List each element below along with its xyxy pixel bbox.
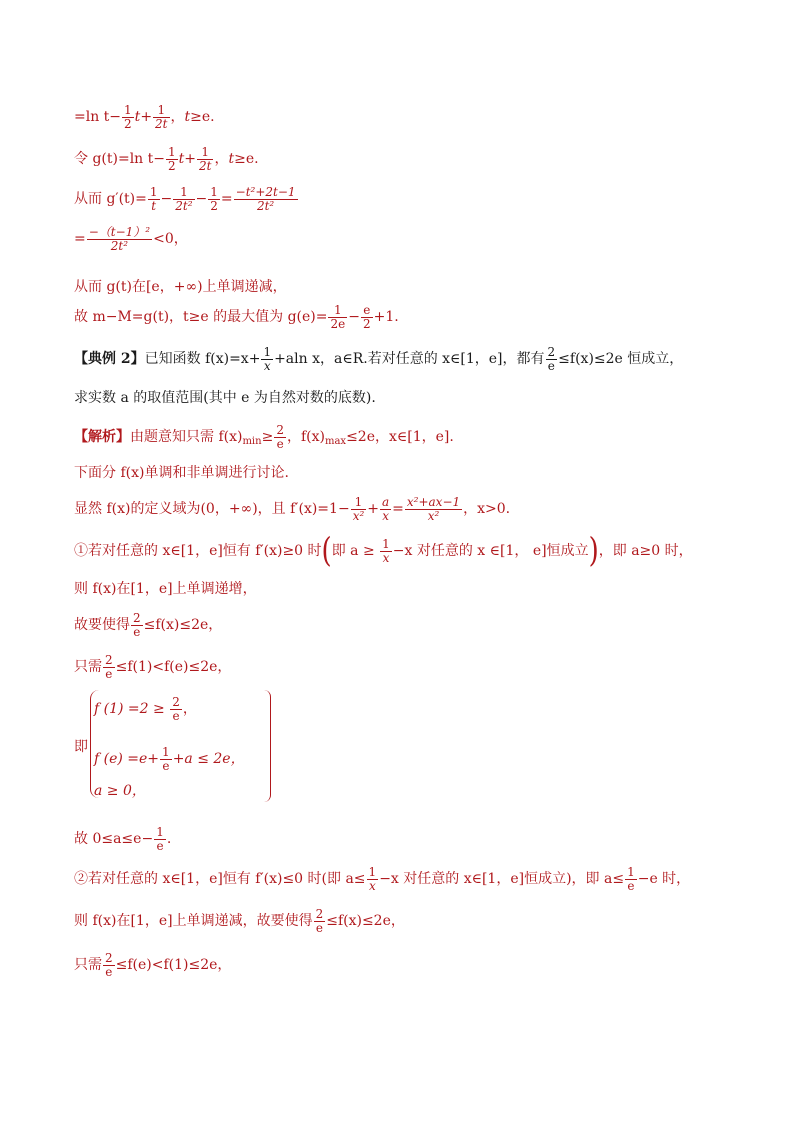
example-2-line-2: 求实数 a 的取值范围(其中 e 为自然对数的底数).	[74, 390, 376, 406]
case-2-decreasing: 则 f(x)在[1，e]上单调递减，故要使得 $\frac{2}{e}$ ≤f(x)≤2e，	[74, 907, 405, 935]
line-1: =ln t− $\frac{1}{2}$ t+ $\frac{1}{2t}$ ，t≥e.	[74, 103, 215, 131]
discuss-line: 下面分 f(x)单调和非单调进行讨论.	[74, 465, 289, 481]
line-3: 从而 g′(t)= $\frac{1}{t}$ − $\frac{1}{\text{2t²}}$ − $\frac{1}{2}$ = $\frac{\text{−t²+2t−1}}{\text{2t²}}$	[74, 185, 296, 213]
case-1-line: ①若对任意的 x∈[1，e]恒有 f′(x)≥0 时(即 a ≥ $\frac{1}{x}$ −x 对任意的 x ∈[1， e]恒成立)，即 a≥0 时，	[74, 531, 693, 571]
line-4: = $\frac{\text{−（t−1）²}}{\text{2t²}}$ <0，	[74, 225, 188, 253]
system-row-2: f (e) =e+ $\frac{1}{e}$ +a ≤ 2e，	[94, 745, 245, 773]
case-1-only-need: 只需 $\frac{2}{e}$ ≤f(1)<f(e)≤2e，	[74, 653, 232, 681]
case-1-increasing: 则 f(x)在[1，e]上单调递增，	[74, 581, 257, 597]
example-2-line-1: 【典例 2】已知函数 f(x)=x+ $\frac{1}{x}$ +aln x，a∈R.若对任意的 x∈[1，e]，都有 $\frac{2}{e}$ ≤f(x)≤2e 恒成立，	[74, 345, 684, 373]
domain-line: 显然 f(x)的定义域为(0，+∞)，且 f′(x)=1− $\frac{1}{\text{x²}}$ + $\frac{a}{x}$ = $\frac{\text{x²+ax−1}}{\text{x²}}$ ，x>0.	[74, 495, 511, 523]
case-2-only-need: 只需 $\frac{2}{e}$ ≤f(e)<f(1)≤2e，	[74, 951, 232, 979]
system-row-1: f (1) =2 ≥ $\frac{2}{e}$ ，	[94, 695, 197, 723]
case-2-line: ②若对任意的 x∈[1，e]恒有 f′(x)≤0 时(即 a≤ $\frac{1}{x}$ −x 对任意的 x∈[1，e]恒成立)，即 a≤ $\frac{1}{e}$ −e 时，	[74, 865, 691, 893]
case-1-require: 故要使得 $\frac{2}{e}$ ≤f(x)≤2e，	[74, 611, 223, 639]
solution-label: 【解析】	[74, 429, 130, 446]
system-row-3: a ≥ 0，	[94, 783, 146, 799]
solution-line-1: 【解析】由题意知只需 $f(x)_{min}\ge$ $\frac{2}{e}$ ，$f(x)_{max}\le 2e$，x∈[1，e].	[74, 423, 454, 451]
line-5: 从而 g(t)在[e，+∞)上单调递减，	[74, 279, 287, 295]
line-2: 令 g(t)=ln t− $\frac{1}{2}$ t+ $\frac{1}{2t}$ ，t≥e.	[74, 145, 259, 173]
example-label: 【典例 2】	[74, 351, 145, 368]
right-brace	[264, 690, 271, 802]
case-1-result: 故 0≤a≤e− $\frac{1}{e}$ .	[74, 825, 172, 853]
inequality-system: 即 f (1) =2 ≥ $\frac{2}{e}$ ， f (e) =e+ $\frac{1}{e}$ +a ≤ 2e， a ≥ 0，	[74, 690, 294, 802]
line-6: 故 m−M=g(t)，t≥e 的最大值为 g(e)= $\frac{1}{2e}$ − $\frac{e}{2}$ +1.	[74, 303, 399, 331]
